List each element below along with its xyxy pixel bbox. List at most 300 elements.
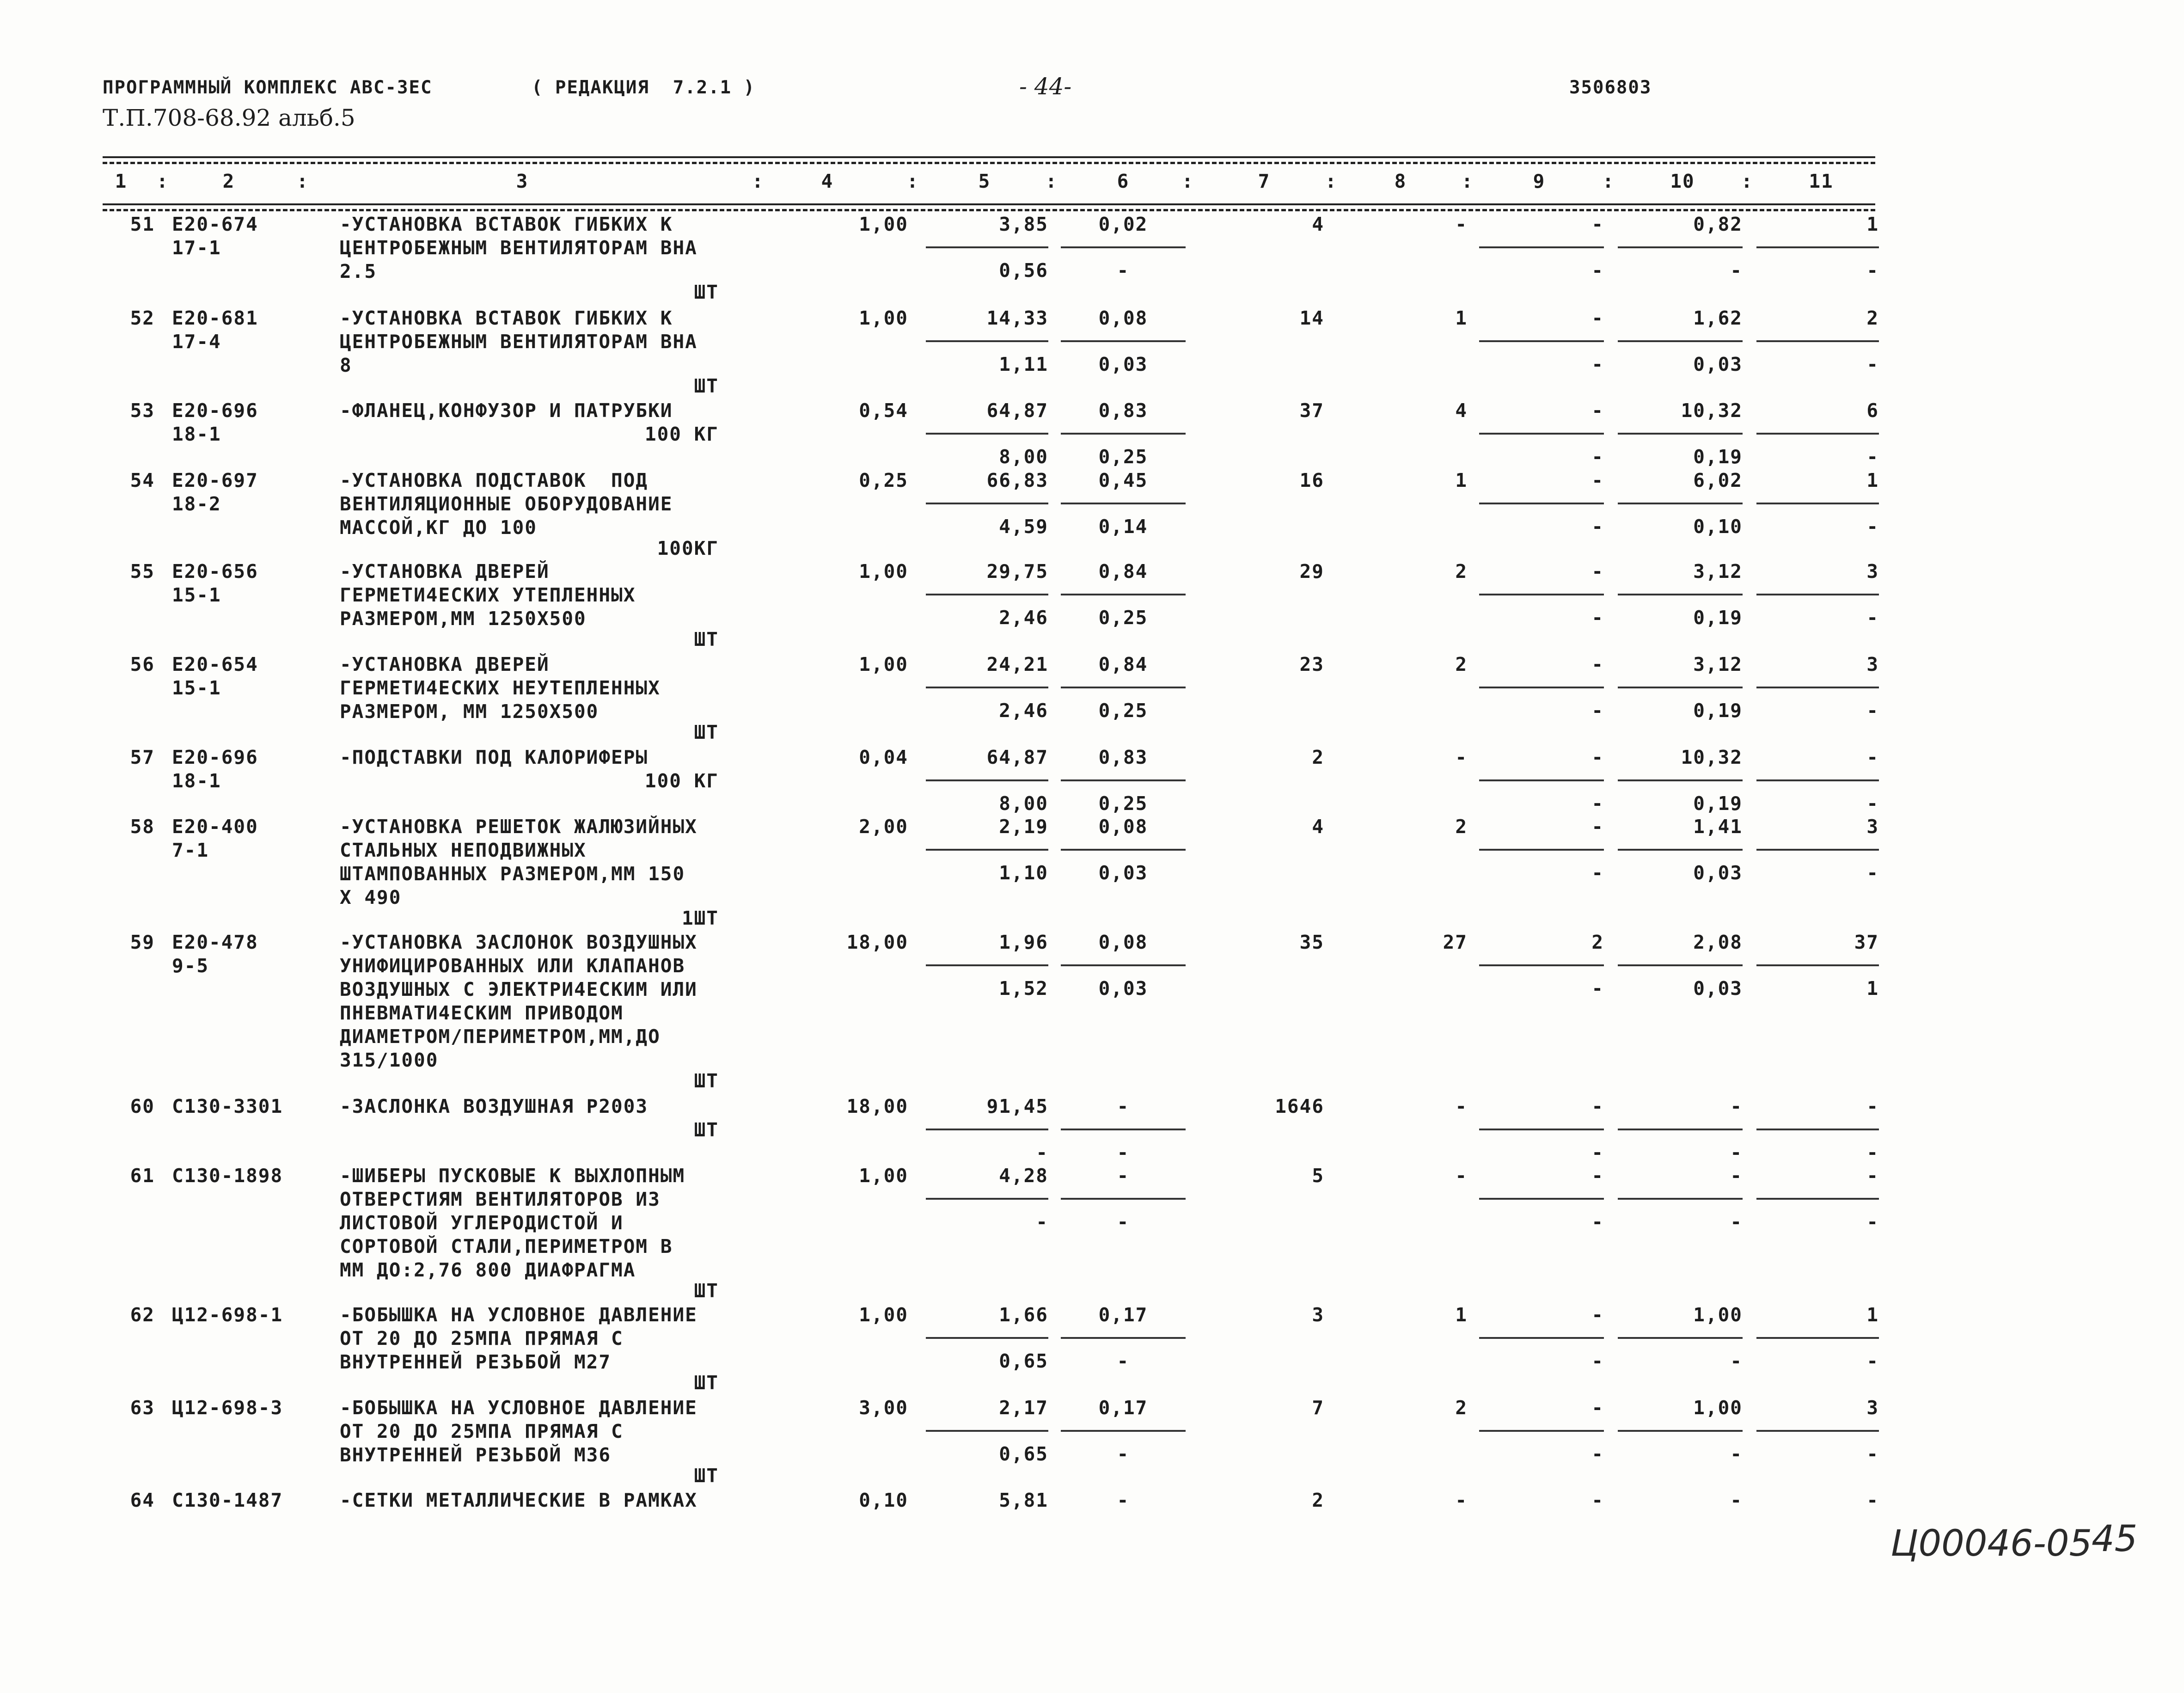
wage-cost: 1,00	[1693, 1397, 1743, 1419]
machine-cost: -	[1591, 1095, 1604, 1117]
work-description-line: -УСТАНОВКА ДВЕРЕЙ	[340, 560, 550, 583]
handwritten-page-number: 45	[2092, 1518, 2138, 1560]
row-number: 60	[130, 1095, 155, 1117]
total-cost: 3	[1312, 1304, 1324, 1326]
value-divider	[926, 433, 1048, 435]
material-cost: 0,84	[1098, 560, 1148, 583]
work-description-line: ОТ 20 ДО 25МПА ПРЯМАЯ С	[340, 1420, 624, 1442]
work-description-line: ДИАМЕТРОМ/ПЕРИМЕТРОМ,ММ,ДО	[340, 1025, 661, 1048]
work-description-line: -УСТАНОВКА РЕШЕТОК ЖАЛЮЗИЙНЫХ	[340, 816, 697, 838]
wage-cost-sub: 0,03	[1693, 977, 1743, 1000]
column-number-5: 5	[978, 170, 991, 192]
row-number: 56	[130, 653, 155, 675]
material-cost-sub: -	[1117, 1443, 1130, 1465]
labor-cost: 2	[1455, 653, 1468, 675]
cost-per-unit-sub: -	[1036, 1211, 1048, 1233]
column-separator: :	[906, 170, 919, 192]
value-divider	[1061, 1198, 1186, 1200]
wage-cost-sub: -	[1730, 259, 1743, 282]
unit-of-measure: 100 КГ	[644, 770, 719, 792]
quantity-value: 1,00	[859, 653, 908, 675]
norm-code-line: Е20-696	[172, 746, 258, 768]
unit-of-measure: ШТ	[694, 1372, 719, 1394]
cost-per-unit: 5,81	[999, 1489, 1048, 1511]
work-description-line: ММ ДО:2,76 800 ДИАФРАГМА	[340, 1259, 636, 1281]
work-description-line: ЦЕНТРОБЕЖНЫМ ВЕНТИЛЯТОРАМ ВНА	[340, 237, 697, 259]
norm-code-line: Ц12-698-1	[172, 1304, 283, 1326]
material-cost-sub: 0,03	[1098, 862, 1148, 884]
misc-cost: 2	[1866, 307, 1879, 329]
value-divider	[1479, 779, 1604, 781]
row-number: 55	[130, 560, 155, 583]
column-separator: :	[296, 170, 309, 192]
wage-cost: 3,12	[1693, 653, 1743, 675]
value-divider	[1618, 433, 1743, 435]
quantity-value: 1,00	[859, 560, 908, 583]
norm-code-line: Е20-697	[172, 469, 258, 491]
total-cost: 23	[1299, 653, 1324, 675]
value-divider	[1618, 1337, 1743, 1339]
value-divider	[1618, 246, 1743, 248]
material-cost-sub: -	[1117, 1350, 1130, 1372]
machine-cost: -	[1591, 1397, 1604, 1419]
material-cost: 0,17	[1098, 1397, 1148, 1419]
wage-cost-sub: -	[1730, 1443, 1743, 1465]
wage-cost-sub: 0,10	[1693, 515, 1743, 538]
machine-cost-sub: -	[1591, 1350, 1604, 1372]
total-cost: 2	[1312, 746, 1324, 768]
value-divider	[1479, 246, 1604, 248]
value-divider	[1756, 1129, 1879, 1130]
value-divider	[1756, 687, 1879, 688]
cost-per-unit: 3,85	[999, 213, 1048, 235]
column-number-7: 7	[1258, 170, 1271, 192]
norm-code-line: 7-1	[172, 839, 209, 861]
cost-per-unit: 1,66	[999, 1304, 1048, 1326]
column-separator: :	[156, 170, 169, 192]
value-divider	[1618, 503, 1743, 504]
value-divider	[1756, 779, 1879, 781]
wage-cost-sub: 0,19	[1693, 446, 1743, 468]
machine-cost: -	[1591, 653, 1604, 675]
labor-cost: 2	[1455, 1397, 1468, 1419]
value-divider	[926, 964, 1048, 966]
work-description-line: 315/1000	[340, 1049, 439, 1071]
work-description-line: -УСТАНОВКА ПОДСТАВОК ПОД	[340, 469, 648, 491]
value-divider	[926, 779, 1048, 781]
handwritten-archive-code: Ц00046-05	[1890, 1523, 2092, 1564]
value-divider	[1618, 1430, 1743, 1432]
misc-cost: 1	[1866, 1304, 1879, 1326]
norm-code-line: 15-1	[172, 584, 221, 606]
column-separator: :	[752, 170, 765, 192]
misc-cost: -	[1866, 1489, 1879, 1511]
column-separator: :	[1602, 170, 1615, 192]
value-divider	[1618, 964, 1743, 966]
value-divider	[1756, 246, 1879, 248]
value-divider	[1479, 1198, 1604, 1200]
material-cost-sub: 0,03	[1098, 353, 1148, 375]
unit-of-measure: ШТ	[694, 1465, 719, 1487]
wage-cost: 1,00	[1693, 1304, 1743, 1326]
quantity-value: 1,00	[859, 1165, 908, 1187]
machine-cost-sub: -	[1591, 1443, 1604, 1465]
row-number: 51	[130, 213, 155, 235]
material-cost-sub: 0,25	[1098, 792, 1148, 815]
column-number-1: 1	[115, 170, 128, 192]
norm-code-line: С130-1898	[172, 1165, 283, 1187]
norm-code-line: Е20-654	[172, 653, 258, 675]
cost-per-unit-sub: 1,11	[999, 353, 1048, 375]
material-cost-sub: -	[1117, 1211, 1130, 1233]
work-description-line: 8	[340, 354, 352, 376]
value-divider	[1618, 594, 1743, 595]
labor-cost: 2	[1455, 816, 1468, 838]
wage-cost: -	[1730, 1095, 1743, 1117]
work-description-line: ЛИСТОВОЙ УГЛЕРОДИСТОЙ И	[340, 1212, 624, 1234]
wage-cost: 3,12	[1693, 560, 1743, 583]
work-description-line: -ШИБЕРЫ ПУСКОВЫЕ К ВЫХЛОПНЫМ	[340, 1165, 685, 1187]
cost-per-unit-sub: -	[1036, 1141, 1048, 1164]
material-cost: 0,08	[1098, 307, 1148, 329]
row-number: 57	[130, 746, 155, 768]
value-divider	[1756, 964, 1879, 966]
work-description-line: ВЕНТИЛЯЦИОННЫЕ ОБОРУДОВАНИЕ	[340, 493, 673, 515]
work-description-line: СОРТОВОЙ СТАЛИ,ПЕРИМЕТРОМ В	[340, 1235, 673, 1257]
misc-cost: 1	[1866, 469, 1879, 491]
row-number: 62	[130, 1304, 155, 1326]
work-description-line: ЦЕНТРОБЕЖНЫМ ВЕНТИЛЯТОРАМ ВНА	[340, 331, 697, 353]
value-divider	[926, 1430, 1048, 1432]
value-divider	[1479, 1430, 1604, 1432]
machine-cost-sub: -	[1591, 515, 1604, 538]
machine-cost-sub: -	[1591, 699, 1604, 722]
program-title: ПРОГРАММНЫЙ КОМПЛЕКС АВС-3ЕС	[103, 77, 433, 98]
value-divider	[1756, 1337, 1879, 1339]
value-divider	[1061, 246, 1186, 248]
value-divider	[926, 340, 1048, 342]
total-cost: 16	[1299, 469, 1324, 491]
table-top-dash	[103, 162, 1875, 164]
work-description-line: МАССОЙ,КГ ДО 100	[340, 516, 537, 539]
material-cost-sub: -	[1117, 1141, 1130, 1164]
labor-cost: -	[1455, 1489, 1468, 1511]
misc-cost-sub: -	[1866, 1443, 1879, 1465]
cost-per-unit-sub: 2,46	[999, 607, 1048, 629]
machine-cost: -	[1591, 1304, 1604, 1326]
quantity-value: 1,00	[859, 213, 908, 235]
cost-per-unit: 66,83	[986, 469, 1048, 491]
material-cost: 0,08	[1098, 816, 1148, 838]
norm-code-line: Е20-681	[172, 307, 258, 329]
row-number: 54	[130, 469, 155, 491]
wage-cost: 6,02	[1693, 469, 1743, 491]
column-number-9: 9	[1533, 170, 1546, 192]
unit-of-measure: 100КГ	[657, 537, 719, 559]
value-divider	[1479, 594, 1604, 595]
norm-code-line: Е20-696	[172, 399, 258, 422]
value-divider	[1479, 964, 1604, 966]
unit-of-measure: ШТ	[694, 281, 719, 303]
wage-cost: 10,32	[1681, 746, 1743, 768]
misc-cost-sub: -	[1866, 259, 1879, 282]
work-description-line: ГЕРМЕТИ4ЕСКИХ НЕУТЕПЛЕННЫХ	[340, 677, 661, 699]
material-cost-sub: 0,25	[1098, 699, 1148, 722]
value-divider	[926, 849, 1048, 851]
work-description-line: -ФЛАНЕЦ,КОНФУЗОР И ПАТРУБКИ	[340, 399, 673, 422]
work-description-line: -УСТАНОВКА ВСТАВОК ГИБКИХ К	[340, 213, 673, 235]
value-divider	[1061, 687, 1186, 688]
material-cost: 0,08	[1098, 931, 1148, 953]
machine-cost: -	[1591, 746, 1604, 768]
document-code: 3506803	[1569, 77, 1652, 98]
column-separator: :	[1181, 170, 1194, 192]
material-cost: 0,02	[1098, 213, 1148, 235]
work-description-line: -УСТАНОВКА ВСТАВОК ГИБКИХ К	[340, 307, 673, 329]
machine-cost-sub: -	[1591, 862, 1604, 884]
work-description-line: -УСТАНОВКА ЗАСЛОНОК ВОЗДУШНЫХ	[340, 931, 697, 953]
machine-cost: -	[1591, 816, 1604, 838]
labor-cost: 2	[1455, 560, 1468, 583]
quantity-value: 1,00	[859, 307, 908, 329]
wage-cost: 1,62	[1693, 307, 1743, 329]
quantity-value: 18,00	[846, 1095, 908, 1117]
value-divider	[1618, 340, 1743, 342]
value-divider	[1061, 1337, 1186, 1339]
work-description-line: РАЗМЕРОМ,ММ 1250Х500	[340, 607, 587, 630]
cost-per-unit: 14,33	[986, 307, 1048, 329]
labor-cost: -	[1455, 746, 1468, 768]
value-divider	[1618, 1198, 1743, 1200]
work-description-line: Х 490	[340, 886, 402, 908]
work-description-line: -УСТАНОВКА ДВЕРЕЙ	[340, 653, 550, 675]
work-description-line: ОТВЕРСТИЯМ ВЕНТИЛЯТОРОВ ИЗ	[340, 1188, 661, 1210]
cost-per-unit-sub: 0,65	[999, 1350, 1048, 1372]
value-divider	[926, 246, 1048, 248]
cost-per-unit-sub: 4,59	[999, 515, 1048, 538]
unit-of-measure: ШТ	[694, 375, 719, 397]
wage-cost-sub: 0,19	[1693, 792, 1743, 815]
quantity-value: 2,00	[859, 816, 908, 838]
norm-code-line: Е20-478	[172, 931, 258, 953]
column-number-3: 3	[516, 170, 529, 192]
cost-per-unit: 1,96	[999, 931, 1048, 953]
machine-cost: -	[1591, 469, 1604, 491]
total-cost: 29	[1299, 560, 1324, 583]
misc-cost: -	[1866, 746, 1879, 768]
value-divider	[1479, 1129, 1604, 1130]
machine-cost-sub: -	[1591, 792, 1604, 815]
unit-of-measure: ШТ	[694, 628, 719, 650]
work-description-line: -БОБЫШКА НА УСЛОВНОЕ ДАВЛЕНИЕ	[340, 1397, 697, 1419]
value-divider	[926, 1198, 1048, 1200]
value-divider	[1618, 779, 1743, 781]
material-cost-sub: 0,14	[1098, 515, 1148, 538]
machine-cost: -	[1591, 399, 1604, 422]
quantity-value: 3,00	[859, 1397, 908, 1419]
norm-code-line: Е20-400	[172, 816, 258, 838]
page-number: - 44-	[1019, 73, 1072, 100]
norm-code-line: С130-3301	[172, 1095, 283, 1117]
cost-per-unit-sub: 8,00	[999, 446, 1048, 468]
value-divider	[1061, 849, 1186, 851]
machine-cost-sub: -	[1591, 607, 1604, 629]
material-cost: 0,83	[1098, 746, 1148, 768]
cost-per-unit: 2,17	[999, 1397, 1048, 1419]
misc-cost: 3	[1866, 816, 1879, 838]
work-description-line: -БОБЫШКА НА УСЛОВНОЕ ДАВЛЕНИЕ	[340, 1304, 697, 1326]
header-bottom-rule	[103, 203, 1875, 205]
labor-cost: 1	[1455, 469, 1468, 491]
value-divider	[1479, 849, 1604, 851]
cost-per-unit: 64,87	[986, 399, 1048, 422]
column-separator: :	[1325, 170, 1338, 192]
value-divider	[1756, 1430, 1879, 1432]
material-cost-sub: 0,03	[1098, 977, 1148, 1000]
misc-cost-sub: -	[1866, 1211, 1879, 1233]
misc-cost-sub: -	[1866, 862, 1879, 884]
value-divider	[1061, 1129, 1186, 1130]
column-separator: :	[1741, 170, 1754, 192]
cost-per-unit: 4,28	[999, 1165, 1048, 1187]
total-cost: 2	[1312, 1489, 1324, 1511]
material-cost: -	[1117, 1489, 1130, 1511]
material-cost: -	[1117, 1095, 1130, 1117]
machine-cost-sub: -	[1591, 1211, 1604, 1233]
wage-cost-sub: 0,19	[1693, 699, 1743, 722]
wage-cost: 0,82	[1693, 213, 1743, 235]
quantity-value: 0,25	[859, 469, 908, 491]
misc-cost-sub: -	[1866, 446, 1879, 468]
norm-code-line: 9-5	[172, 955, 209, 977]
misc-cost: 37	[1854, 931, 1879, 953]
work-description-line: РАЗМЕРОМ, ММ 1250Х500	[340, 700, 599, 723]
table-top-rule	[103, 156, 1875, 158]
quantity-value: 1,00	[859, 1304, 908, 1326]
unit-of-measure: ШТ	[694, 1280, 719, 1302]
labor-cost: 4	[1455, 399, 1468, 422]
misc-cost-sub: 1	[1866, 977, 1879, 1000]
wage-cost: 2,08	[1693, 931, 1743, 953]
value-divider	[1061, 594, 1186, 595]
cost-per-unit-sub: 1,10	[999, 862, 1048, 884]
wage-cost-sub: 0,19	[1693, 607, 1743, 629]
norm-code-line: 15-1	[172, 677, 221, 699]
wage-cost-sub: -	[1730, 1141, 1743, 1164]
material-cost-sub: -	[1117, 259, 1130, 282]
value-divider	[1479, 340, 1604, 342]
work-description-line: 2.5	[340, 260, 377, 282]
quantity-value: 0,10	[859, 1489, 908, 1511]
total-cost: 4	[1312, 213, 1324, 235]
column-number-8: 8	[1394, 170, 1407, 192]
misc-cost: 6	[1866, 399, 1879, 422]
column-number-6: 6	[1117, 170, 1130, 192]
machine-cost: -	[1591, 560, 1604, 583]
column-number-4: 4	[821, 170, 834, 192]
value-divider	[1061, 433, 1186, 435]
machine-cost: -	[1591, 1489, 1604, 1511]
machine-cost-sub: -	[1591, 977, 1604, 1000]
work-description-line: ГЕРМЕТИ4ЕСКИХ УТЕПЛЕННЫХ	[340, 584, 636, 606]
value-divider	[1618, 687, 1743, 688]
misc-cost-sub: -	[1866, 1350, 1879, 1372]
machine-cost: -	[1591, 1165, 1604, 1187]
wage-cost-sub: -	[1730, 1350, 1743, 1372]
value-divider	[1756, 1198, 1879, 1200]
wage-cost-sub: -	[1730, 1211, 1743, 1233]
value-divider	[1618, 849, 1743, 851]
value-divider	[1756, 433, 1879, 435]
total-cost: 14	[1299, 307, 1324, 329]
work-description-line: УНИФИЦИРОВАННЫХ ИЛИ КЛАПАНОВ	[340, 955, 685, 977]
cost-per-unit-sub: 2,46	[999, 699, 1048, 722]
value-divider	[1756, 340, 1879, 342]
unit-of-measure: ШТ	[694, 721, 719, 743]
value-divider	[926, 687, 1048, 688]
row-number: 61	[130, 1165, 155, 1187]
column-number-11: 11	[1809, 170, 1834, 192]
column-number-10: 10	[1670, 170, 1695, 192]
quantity-value: 18,00	[846, 931, 908, 953]
value-divider	[1061, 503, 1186, 504]
work-description-line: ВОЗДУШНЫХ С ЭЛЕКТРИ4ЕСКИМ ИЛИ	[340, 978, 697, 1000]
value-divider	[1479, 433, 1604, 435]
cost-per-unit: 29,75	[986, 560, 1048, 583]
cost-per-unit: 2,19	[999, 816, 1048, 838]
project-subtitle: Т.П.708-68.92 альб.5	[103, 104, 355, 131]
misc-cost: 1	[1866, 213, 1879, 235]
work-description-line: СТАЛЬНЫХ НЕПОДВИЖНЫХ	[340, 839, 587, 861]
value-divider	[1061, 964, 1186, 966]
total-cost: 1646	[1275, 1095, 1324, 1117]
value-divider	[1479, 1337, 1604, 1339]
wage-cost: 10,32	[1681, 399, 1743, 422]
material-cost: -	[1117, 1165, 1130, 1187]
row-number: 59	[130, 931, 155, 953]
material-cost: 0,84	[1098, 653, 1148, 675]
value-divider	[1061, 340, 1186, 342]
misc-cost: 3	[1866, 560, 1879, 583]
misc-cost: -	[1866, 1165, 1879, 1187]
value-divider	[1061, 1430, 1186, 1432]
machine-cost-sub: -	[1591, 353, 1604, 375]
work-description-line: ВНУТРЕННЕЙ РЕЗЬБОЙ М36	[340, 1444, 612, 1466]
edition-label: ( РЕДАКЦИЯ 7.2.1 )	[532, 77, 756, 98]
misc-cost-sub: -	[1866, 1141, 1879, 1164]
misc-cost: 3	[1866, 1397, 1879, 1419]
work-description-line: -СЕТКИ МЕТАЛЛИЧЕСКИЕ В РАМКАХ	[340, 1489, 697, 1511]
row-number: 64	[130, 1489, 155, 1511]
work-description-line: ВНУТРЕННЕЙ РЕЗЬБОЙ М27	[340, 1351, 612, 1373]
work-description-line: -ПОДСТАВКИ ПОД КАЛОРИФЕРЫ	[340, 746, 648, 768]
norm-code-line: 18-2	[172, 493, 221, 515]
labor-cost: 1	[1455, 1304, 1468, 1326]
work-description-line: -ЗАСЛОНКА ВОЗДУШНАЯ Р2003	[340, 1095, 648, 1117]
unit-of-measure: 100 КГ	[644, 423, 719, 445]
misc-cost-sub: -	[1866, 607, 1879, 629]
machine-cost: -	[1591, 307, 1604, 329]
value-divider	[1479, 503, 1604, 504]
row-number: 58	[130, 816, 155, 838]
misc-cost: -	[1866, 1095, 1879, 1117]
misc-cost-sub: -	[1866, 792, 1879, 815]
total-cost: 35	[1299, 931, 1324, 953]
cost-per-unit-sub: 8,00	[999, 792, 1048, 815]
material-cost: 0,17	[1098, 1304, 1148, 1326]
cost-per-unit: 91,45	[986, 1095, 1048, 1117]
misc-cost-sub: -	[1866, 515, 1879, 538]
